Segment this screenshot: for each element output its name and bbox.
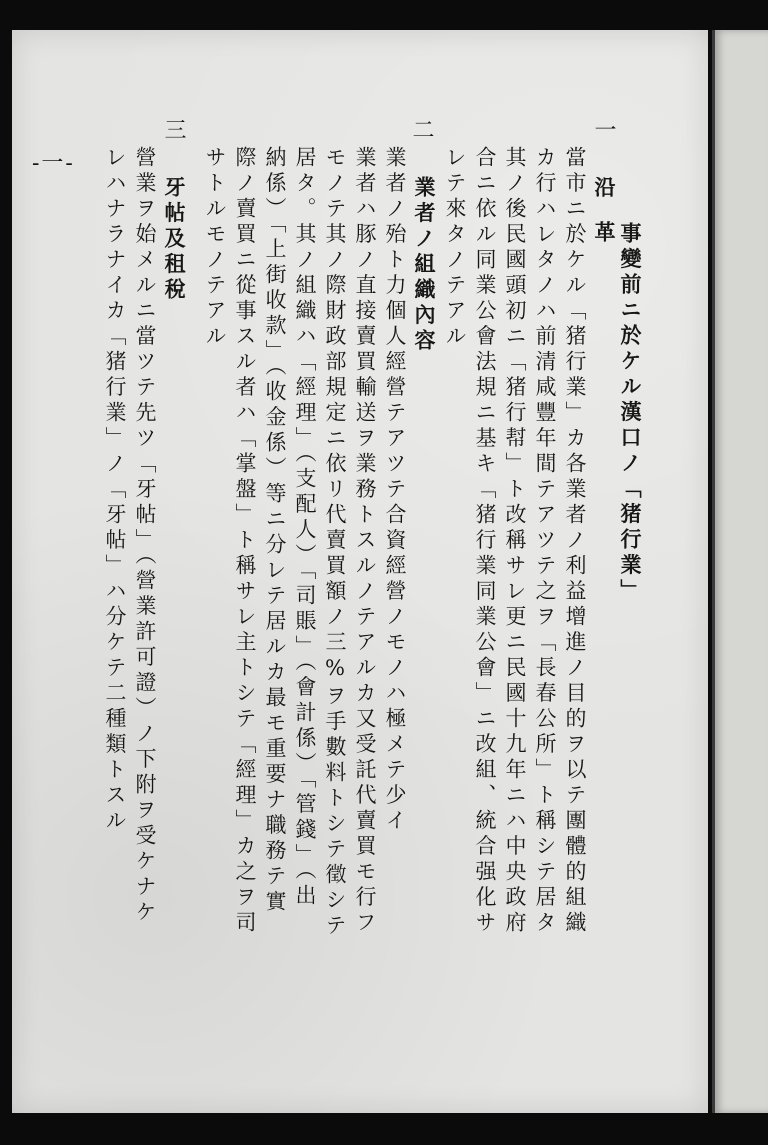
section-2-line-3: モノテ其ノ際財政部規定ニ依リ代賣買額ノ三%ヲ手數料トシテ徵シテ (323, 146, 347, 940)
section-1-line-4: 合ニ依ル同業公會法規ニ基キ「猪行業同業公會」ニ改組、統合强化サ (473, 146, 497, 937)
section-1-line-2: カ行ハレタノハ前清咸豐年間テアツテ之ヲ「長春公所」ト稱シテ居タ (533, 146, 557, 937)
section-2-line-5: 納係）「上街收款」（收金係）等ニ分レテ居ルカ最モ重要ナ職務テ實 (263, 146, 287, 916)
section-2-line-6: 際ノ賣買ニ從事スル者ハ「掌盤」ト稱サレ主トシテ「經理」カ之ヲ司 (233, 146, 257, 937)
section-2-heading: 業者ノ組織內容 (412, 176, 437, 355)
section-1-line-3: 其ノ後民國頭初ニ「猪行幇」ト改稱サレ更ニ民國十九年ニハ中央政府 (503, 146, 527, 937)
section-1-line-5: レテ來タノテアル (443, 146, 467, 350)
section-1-heading: 沿革 (592, 176, 617, 266)
section-2-line-1: 業者ノ殆ト力個人經營テアツテ合資經營ノモノハ極メテ少イ (383, 146, 407, 835)
section-2-line-4: 居タ。其ノ組織ハ「經理」（支配人）「司賬」（會計係）「管錢」（出 (293, 146, 317, 910)
section-2-line-7: サトルモノテアル (203, 146, 227, 350)
section-3-heading: 牙帖及租稅 (162, 176, 187, 304)
section-1-number: 一 (591, 118, 616, 140)
section-3-line-1: 營業ヲ始メルニ當ツテ先ツ「牙帖」（營業許可證）ノ下附ヲ受ケナケ (133, 146, 157, 926)
section-3-number: 三 (161, 118, 186, 140)
document-title: 事變前ニ於ケル漢口ノ「猪行業」 (618, 222, 643, 605)
section-3-line-2: レハナラナイカ「猪行業」ノ「牙帖」ハ分ケテ二種類トスル (103, 146, 127, 835)
page-number: -一- (32, 151, 75, 176)
adjacent-page-edge (712, 30, 768, 1113)
section-2-number: 二 (409, 118, 434, 140)
section-1-line-1: 當市ニ於ケル「猪行業」カ各業者ノ利益增進ノ目的ヲ以テ團體的組織 (563, 146, 587, 937)
section-2-line-2: 業者ハ豚ノ直接賣買輸送ヲ業務トスルノテアルカ又受託代賣買モ行フ (353, 146, 377, 937)
